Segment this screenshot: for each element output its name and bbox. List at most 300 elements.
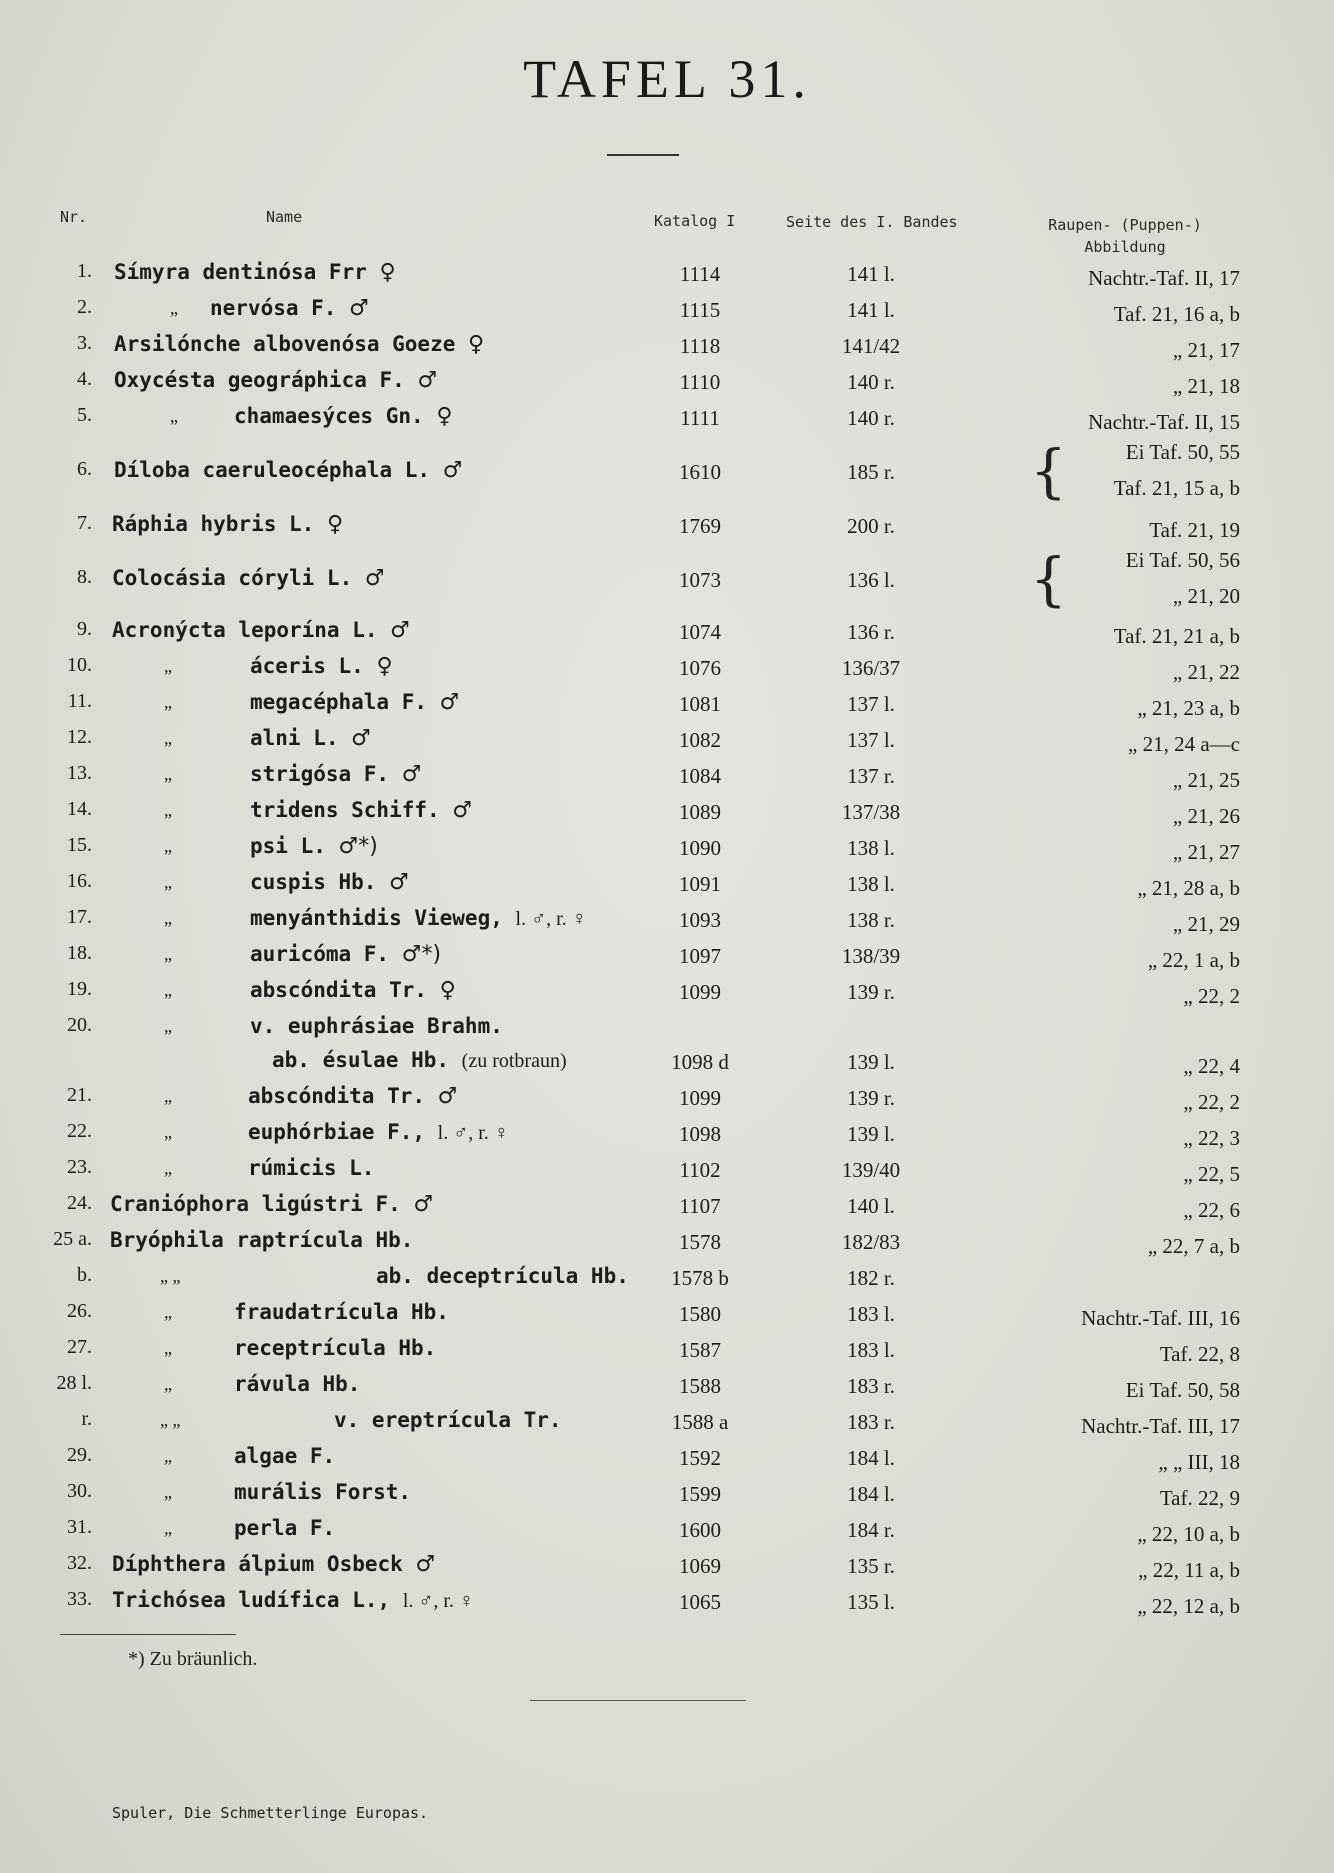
ditto-mark: „ — [164, 1338, 172, 1358]
table-row — [0, 1514, 1334, 1548]
ditto-mark: „ — [164, 836, 172, 856]
ditto-mark: „ — [164, 1158, 172, 1178]
katalog-number: 1089 — [679, 800, 721, 824]
row-number: 8. — [77, 566, 92, 588]
ditto-mark: „ — [164, 1302, 172, 1322]
row-number: 20. — [67, 1014, 92, 1036]
katalog-number: 1578 b — [671, 1266, 729, 1290]
page-reference: 139 l. — [847, 1050, 895, 1074]
row-number: 19. — [67, 978, 92, 1000]
sex-symbol: ♂*) — [401, 942, 442, 967]
katalog-number: 1114 — [679, 262, 721, 286]
ditto-mark: „ — [164, 980, 172, 1000]
katalog-number: 1599 — [679, 1482, 721, 1506]
row-number: 14. — [67, 798, 92, 820]
species-name — [250, 834, 378, 859]
katalog-number: 1102 — [679, 1158, 721, 1182]
footnote: *) Zu bräunlich. — [128, 1648, 258, 1670]
larva-figure-reference: „ 22, 10 a, b — [1137, 1522, 1240, 1546]
species-name — [234, 404, 452, 429]
sex-symbol: ♂ — [437, 1084, 458, 1109]
species-name-text: megacéphala F. — [250, 690, 428, 714]
sex-symbol: ♀ — [439, 978, 456, 1003]
row-number: b. — [77, 1264, 92, 1286]
species-name-text: cuspis Hb. — [250, 870, 377, 894]
row-number: 21. — [67, 1084, 92, 1106]
species-name-text: psi L. — [250, 834, 326, 858]
table-row — [0, 1406, 1334, 1440]
table-row — [0, 652, 1334, 686]
table-row — [0, 1298, 1334, 1332]
ditto-mark: „ — [164, 800, 172, 820]
larva-figure-reference: Nachtr.-Taf. III, 16 — [1081, 1306, 1240, 1330]
page-reference: 185 r. — [847, 460, 895, 484]
page-reference: 137 r. — [847, 764, 895, 788]
species-name-text: abscóndita Tr. — [248, 1084, 426, 1108]
ditto-mark: „ — [164, 1016, 172, 1036]
specimen-note: l. ♂, r. ♀ — [515, 908, 587, 930]
species-name — [112, 1552, 435, 1577]
table-row — [0, 1478, 1334, 1512]
ditto-mark: „ — [164, 692, 172, 712]
table-row — [0, 402, 1334, 436]
sex-symbol: ♂ — [364, 566, 385, 591]
katalog-number: 1587 — [679, 1338, 721, 1362]
katalog-number: 1074 — [679, 620, 721, 644]
species-name — [250, 798, 472, 823]
row-number: 10. — [67, 654, 92, 676]
katalog-number: 1098 d — [671, 1050, 729, 1074]
table-row — [0, 1046, 1334, 1080]
species-name — [112, 512, 343, 537]
row-number: 9. — [77, 618, 92, 640]
sex-symbol: ♂*) — [338, 834, 378, 859]
species-name — [110, 1228, 413, 1253]
larva-figure-reference: „ 21, 27 — [1172, 840, 1240, 864]
larva-figure-reference: „ 22, 11 a, b — [1138, 1558, 1240, 1582]
katalog-number: 1580 — [679, 1302, 721, 1326]
larva-figure-reference-b: „ 21, 20 — [1172, 584, 1240, 608]
page-reference: 183 r. — [847, 1374, 895, 1398]
sex-symbol: ♂ — [389, 870, 409, 895]
species-name-text: Díloba caeruleocéphala L. — [114, 458, 431, 482]
page-reference: 138 r. — [847, 908, 895, 932]
species-name — [248, 1156, 374, 1181]
ditto-mark: „ — [164, 1482, 172, 1502]
species-name — [250, 690, 459, 715]
table-row — [0, 545, 1334, 613]
specimen-note: (zu rotbraun) — [461, 1050, 567, 1072]
katalog-number: 1099 — [679, 1086, 721, 1110]
species-name-text: chamaesýces Gn. — [234, 404, 424, 428]
species-name — [250, 978, 456, 1003]
katalog-number: 1592 — [679, 1446, 721, 1470]
header-katalog: Katalog I — [654, 212, 736, 230]
page-reference: 182 r. — [847, 1266, 895, 1290]
table-row — [0, 258, 1334, 292]
larva-figure-reference: Taf. 21, 21 a, b — [1113, 624, 1240, 648]
sex-symbol: ♂ — [401, 762, 422, 787]
row-number: 27. — [67, 1336, 92, 1358]
page-reference: 183 r. — [847, 1410, 895, 1434]
page-reference: 135 r. — [847, 1554, 895, 1578]
ditto-mark: „ — [164, 872, 172, 892]
larva-figure-reference: „ 21, 23 a, b — [1137, 696, 1240, 720]
row-number: 11. — [67, 690, 92, 712]
species-name — [234, 1336, 436, 1361]
species-name-text: ab. deceptrícula Hb. — [376, 1264, 629, 1288]
katalog-number: 1082 — [679, 728, 721, 752]
species-name — [250, 870, 409, 895]
species-name-text: tridens Schiff. — [250, 798, 440, 822]
species-name-text: strigósa F. — [250, 762, 390, 786]
table-row — [0, 868, 1334, 902]
species-name — [250, 906, 587, 931]
header-seite: Seite des I. Bandes — [786, 213, 958, 231]
page-reference: 183 l. — [847, 1338, 895, 1362]
specimen-note: l. ♂, r. ♀ — [437, 1122, 509, 1144]
sex-symbol: ♀ — [376, 654, 393, 679]
species-name — [114, 260, 396, 285]
row-number: 2. — [77, 296, 92, 318]
table-row — [0, 1154, 1334, 1188]
species-name — [210, 296, 369, 321]
row-number: 23. — [67, 1156, 92, 1178]
species-name-text: Oxycésta geográphica F. — [114, 368, 405, 392]
species-name-text: rávula Hb. — [234, 1372, 361, 1396]
ditto-mark: „ — [164, 1518, 172, 1538]
page-reference: 200 r. — [847, 514, 895, 538]
species-name — [112, 566, 385, 591]
table-row — [0, 904, 1334, 938]
ditto-mark: „ „ — [160, 1266, 181, 1286]
table-row — [0, 796, 1334, 830]
larva-figure-reference: Nachtr.-Taf. II, 17 — [1088, 266, 1240, 290]
header-nr: Nr. — [60, 208, 88, 226]
katalog-number: 1069 — [679, 1554, 721, 1578]
ditto-mark: „ — [164, 1086, 172, 1106]
sex-symbol: ♂ — [439, 690, 460, 715]
larva-figure-reference: „ 22, 3 — [1183, 1126, 1240, 1150]
row-number: 13. — [67, 762, 92, 784]
katalog-number: 1110 — [679, 370, 721, 394]
katalog-number: 1111 — [680, 406, 720, 430]
species-name-text: Ráphia hybris L. — [112, 512, 315, 536]
species-name-text: v. ereptrícula Tr. — [334, 1408, 562, 1432]
sex-symbol: ♀ — [379, 260, 396, 285]
row-number: 22. — [67, 1120, 92, 1142]
table-row — [0, 366, 1334, 400]
page-reference: 135 l. — [847, 1590, 895, 1614]
katalog-number: 1578 — [679, 1230, 721, 1254]
species-name-text: abscóndita Tr. — [250, 978, 428, 1002]
species-name — [234, 1300, 449, 1325]
table-row — [0, 976, 1334, 1010]
katalog-number: 1076 — [679, 656, 721, 680]
row-number: 1. — [77, 260, 92, 282]
row-number: 5. — [77, 404, 92, 426]
table-row — [0, 437, 1334, 505]
table-row — [0, 1370, 1334, 1404]
species-name-text: murális Forst. — [234, 1480, 412, 1504]
page-reference: 141 l. — [847, 298, 895, 322]
row-number: 6. — [77, 458, 92, 480]
species-name-text: rúmicis L. — [248, 1156, 375, 1180]
larva-figure-reference: Nachtr.-Taf. III, 17 — [1081, 1414, 1240, 1438]
species-name — [376, 1264, 629, 1289]
page-reference: 141 l. — [847, 262, 895, 286]
sex-symbol: ♂ — [349, 296, 369, 321]
larva-figure-reference: „ 21, 18 — [1172, 374, 1240, 398]
katalog-number: 1084 — [679, 764, 721, 788]
table-row — [0, 832, 1334, 866]
page-reference: 137/38 — [841, 800, 901, 824]
page-reference: 137 l. — [847, 728, 895, 752]
header-raupen-line2: Abbildung — [1084, 238, 1166, 256]
title-divider — [607, 154, 679, 156]
page-reference: 136/37 — [841, 656, 901, 680]
larva-figure-reference: „ 22, 2 — [1183, 1090, 1240, 1114]
page-reference: 184 l. — [847, 1482, 895, 1506]
katalog-number: 1073 — [679, 568, 721, 592]
header-name: Name — [266, 208, 303, 226]
page-reference: 139 r. — [847, 1086, 895, 1110]
katalog-number: 1090 — [679, 836, 721, 860]
row-number: 29. — [67, 1444, 92, 1466]
larva-figure-reference: „ 21, 17 — [1172, 338, 1240, 362]
species-name-text: Colocásia córyli L. — [112, 566, 353, 590]
species-name — [110, 1192, 433, 1217]
page-title: TAFEL 31. — [523, 49, 811, 109]
katalog-number: 1097 — [679, 944, 721, 968]
katalog-number: 1099 — [679, 980, 721, 1004]
species-name — [250, 654, 393, 679]
species-name-text: Cranióphora ligústri F. — [110, 1192, 401, 1216]
page-reference: 136 r. — [847, 620, 895, 644]
species-name-text: v. euphrásiae Brahm. — [250, 1014, 503, 1038]
table-row — [0, 294, 1334, 328]
species-name — [250, 762, 421, 787]
katalog-number: 1093 — [679, 908, 721, 932]
table-row — [0, 1226, 1334, 1260]
grouping-brace: { — [1030, 437, 1067, 505]
page-reference: 139 r. — [847, 980, 895, 1004]
row-number: 28 l. — [56, 1372, 92, 1394]
table-row — [0, 940, 1334, 974]
species-name-text: fraudatrícula Hb. — [234, 1300, 449, 1324]
larva-figure-reference-b: Taf. 21, 15 a, b — [1113, 476, 1240, 500]
larva-figure-reference: „ 22, 5 — [1183, 1162, 1240, 1186]
sex-symbol: ♀ — [436, 404, 453, 429]
katalog-number: 1065 — [679, 1590, 721, 1614]
page-reference: 184 l. — [847, 1446, 895, 1470]
species-name-text: Acronýcta leporína L. — [112, 618, 378, 642]
page-reference: 139 l. — [847, 1122, 895, 1146]
sex-symbol: ♂ — [442, 458, 463, 483]
species-name — [250, 726, 371, 751]
ditto-mark: „ — [170, 406, 178, 426]
larva-figure-reference: „ 22, 7 a, b — [1147, 1234, 1240, 1258]
table-row — [0, 1118, 1334, 1152]
sex-symbol: ♂ — [351, 726, 371, 751]
ditto-mark: „ — [164, 764, 172, 784]
table-row — [0, 688, 1334, 722]
katalog-number: 1115 — [679, 298, 721, 322]
larva-figure-reference: Taf. 21, 16 a, b — [1113, 302, 1240, 326]
table-row — [0, 1190, 1334, 1224]
species-name-text: perla F. — [234, 1516, 336, 1540]
page-reference: 140 r. — [847, 406, 895, 430]
larva-figure-reference: Taf. 22, 8 — [1159, 1342, 1240, 1366]
ditto-mark: „ — [164, 1122, 172, 1142]
species-name-text: Arsilónche albovenósa Goeze — [114, 332, 456, 356]
larva-figure-reference: „ 22, 6 — [1183, 1198, 1240, 1222]
row-number: 15. — [67, 834, 92, 856]
row-number: 25 a. — [53, 1228, 92, 1250]
species-name — [250, 1014, 503, 1039]
specimen-note: l. ♂, r. ♀ — [402, 1590, 474, 1612]
sex-symbol: ♂ — [452, 798, 473, 823]
ditto-mark: „ — [164, 1374, 172, 1394]
sex-symbol: ♂ — [417, 368, 438, 393]
bottom-divider — [530, 1700, 746, 1701]
ditto-mark: „ — [170, 298, 178, 318]
page-reference: 184 r. — [847, 1518, 895, 1542]
species-name-text: auricóma F. — [250, 942, 390, 966]
row-number: 33. — [67, 1588, 92, 1610]
larva-figure-reference: „ 22, 1 a, b — [1147, 948, 1240, 972]
table-row — [0, 1262, 1334, 1296]
table-row — [0, 1586, 1334, 1620]
larva-figure-reference: „ 21, 24 a—c — [1128, 732, 1240, 756]
ditto-mark: „ „ — [160, 1410, 181, 1430]
row-number: 17. — [67, 906, 92, 928]
species-name-text: nervósa F. — [210, 296, 337, 320]
species-name — [250, 942, 441, 967]
table-row — [0, 1082, 1334, 1116]
katalog-number: 1588 — [679, 1374, 721, 1398]
sex-symbol: ♂ — [413, 1192, 434, 1217]
katalog-number: 1091 — [679, 872, 721, 896]
species-name-text: menyánthidis Vieweg, — [250, 906, 503, 930]
species-name-text: ab. ésulae Hb. — [272, 1048, 450, 1072]
larva-figure-reference-a: Ei Taf. 50, 56 — [1125, 548, 1240, 572]
species-name-text: receptrícula Hb. — [234, 1336, 437, 1360]
page-reference: 138 l. — [847, 872, 895, 896]
page-reference: 140 l. — [847, 1194, 895, 1218]
row-number: 24. — [67, 1192, 92, 1214]
table-row — [0, 760, 1334, 794]
row-number: 26. — [67, 1300, 92, 1322]
sex-symbol: ♀ — [468, 332, 485, 357]
larva-figure-reference: „ 22, 2 — [1183, 984, 1240, 1008]
table-row — [0, 724, 1334, 758]
species-name — [112, 1588, 474, 1613]
katalog-number: 1610 — [679, 460, 721, 484]
species-name-text: Símyra dentinósa Frr — [114, 260, 367, 284]
larva-figure-reference: „ 21, 29 — [1172, 912, 1240, 936]
footnote-divider — [60, 1634, 236, 1635]
species-name — [114, 458, 462, 483]
larva-figure-reference: Taf. 21, 19 — [1149, 518, 1240, 542]
species-name-text: Trichósea ludífica L., — [112, 1588, 391, 1612]
page-reference: 136 l. — [847, 568, 895, 592]
row-number: r. — [81, 1408, 92, 1430]
ditto-mark: „ — [164, 908, 172, 928]
table-row — [0, 1334, 1334, 1368]
ditto-mark: „ — [164, 944, 172, 964]
larva-figure-reference: „ „ III, 18 — [1158, 1450, 1240, 1474]
species-name-text: alni L. — [250, 726, 339, 750]
table-row — [0, 1012, 1334, 1046]
larva-figure-reference-a: Ei Taf. 50, 55 — [1125, 440, 1240, 464]
larva-figure-reference: „ 21, 28 a, b — [1137, 876, 1240, 900]
species-name — [248, 1120, 509, 1145]
larva-figure-reference: Nachtr.-Taf. II, 15 — [1088, 410, 1240, 434]
species-name — [114, 332, 484, 357]
page-reference: 141/42 — [841, 334, 901, 358]
row-number: 16. — [67, 870, 92, 892]
row-number: 18. — [67, 942, 92, 964]
page-reference: 140 r. — [847, 370, 895, 394]
species-name-text: Díphthera álpium Osbeck — [112, 1552, 403, 1576]
species-name — [234, 1480, 411, 1505]
katalog-number: 1081 — [679, 692, 721, 716]
species-name-text: algae F. — [234, 1444, 336, 1468]
katalog-number: 1118 — [679, 334, 721, 358]
species-name — [234, 1372, 360, 1397]
species-name-text: Bryóphila raptrícula Hb. — [110, 1228, 414, 1252]
larva-figure-reference: „ 22, 12 a, b — [1137, 1594, 1240, 1618]
table-row — [0, 510, 1334, 544]
page-reference: 137 l. — [847, 692, 895, 716]
katalog-number: 1098 — [679, 1122, 721, 1146]
table-row — [0, 330, 1334, 364]
grouping-brace: { — [1030, 545, 1067, 613]
header-raupen — [1010, 214, 1240, 258]
species-name-text: áceris L. — [250, 654, 364, 678]
larva-figure-reference: „ 22, 4 — [1183, 1054, 1240, 1078]
species-name — [272, 1048, 567, 1073]
row-number: 12. — [67, 726, 92, 748]
row-number: 30. — [67, 1480, 92, 1502]
page-reference: 138/39 — [841, 944, 901, 968]
table-row — [0, 1550, 1334, 1584]
species-name — [234, 1444, 335, 1469]
species-name — [114, 368, 437, 393]
species-name-text: euphórbiae F., — [248, 1120, 426, 1144]
row-number: 32. — [67, 1552, 92, 1574]
sex-symbol: ♂ — [390, 618, 410, 643]
katalog-number: 1107 — [679, 1194, 721, 1218]
row-number: 7. — [77, 512, 92, 534]
larva-figure-reference: „ 21, 26 — [1172, 804, 1240, 828]
header-raupen-line1: Raupen- (Puppen-) — [1048, 216, 1202, 234]
row-number: 31. — [67, 1516, 92, 1538]
larva-figure-reference: Taf. 22, 9 — [1159, 1486, 1240, 1510]
species-name — [234, 1516, 335, 1541]
page-reference: 182/83 — [841, 1230, 901, 1254]
ditto-mark: „ — [164, 656, 172, 676]
page-reference: 138 l. — [847, 836, 895, 860]
larva-figure-reference: Ei Taf. 50, 58 — [1125, 1378, 1240, 1402]
page-reference: 183 l. — [847, 1302, 895, 1326]
ditto-mark: „ — [164, 1446, 172, 1466]
row-number: 3. — [77, 332, 92, 354]
larva-figure-reference: „ 21, 22 — [1172, 660, 1240, 684]
page-reference: 139/40 — [841, 1158, 901, 1182]
katalog-number: 1769 — [679, 514, 721, 538]
